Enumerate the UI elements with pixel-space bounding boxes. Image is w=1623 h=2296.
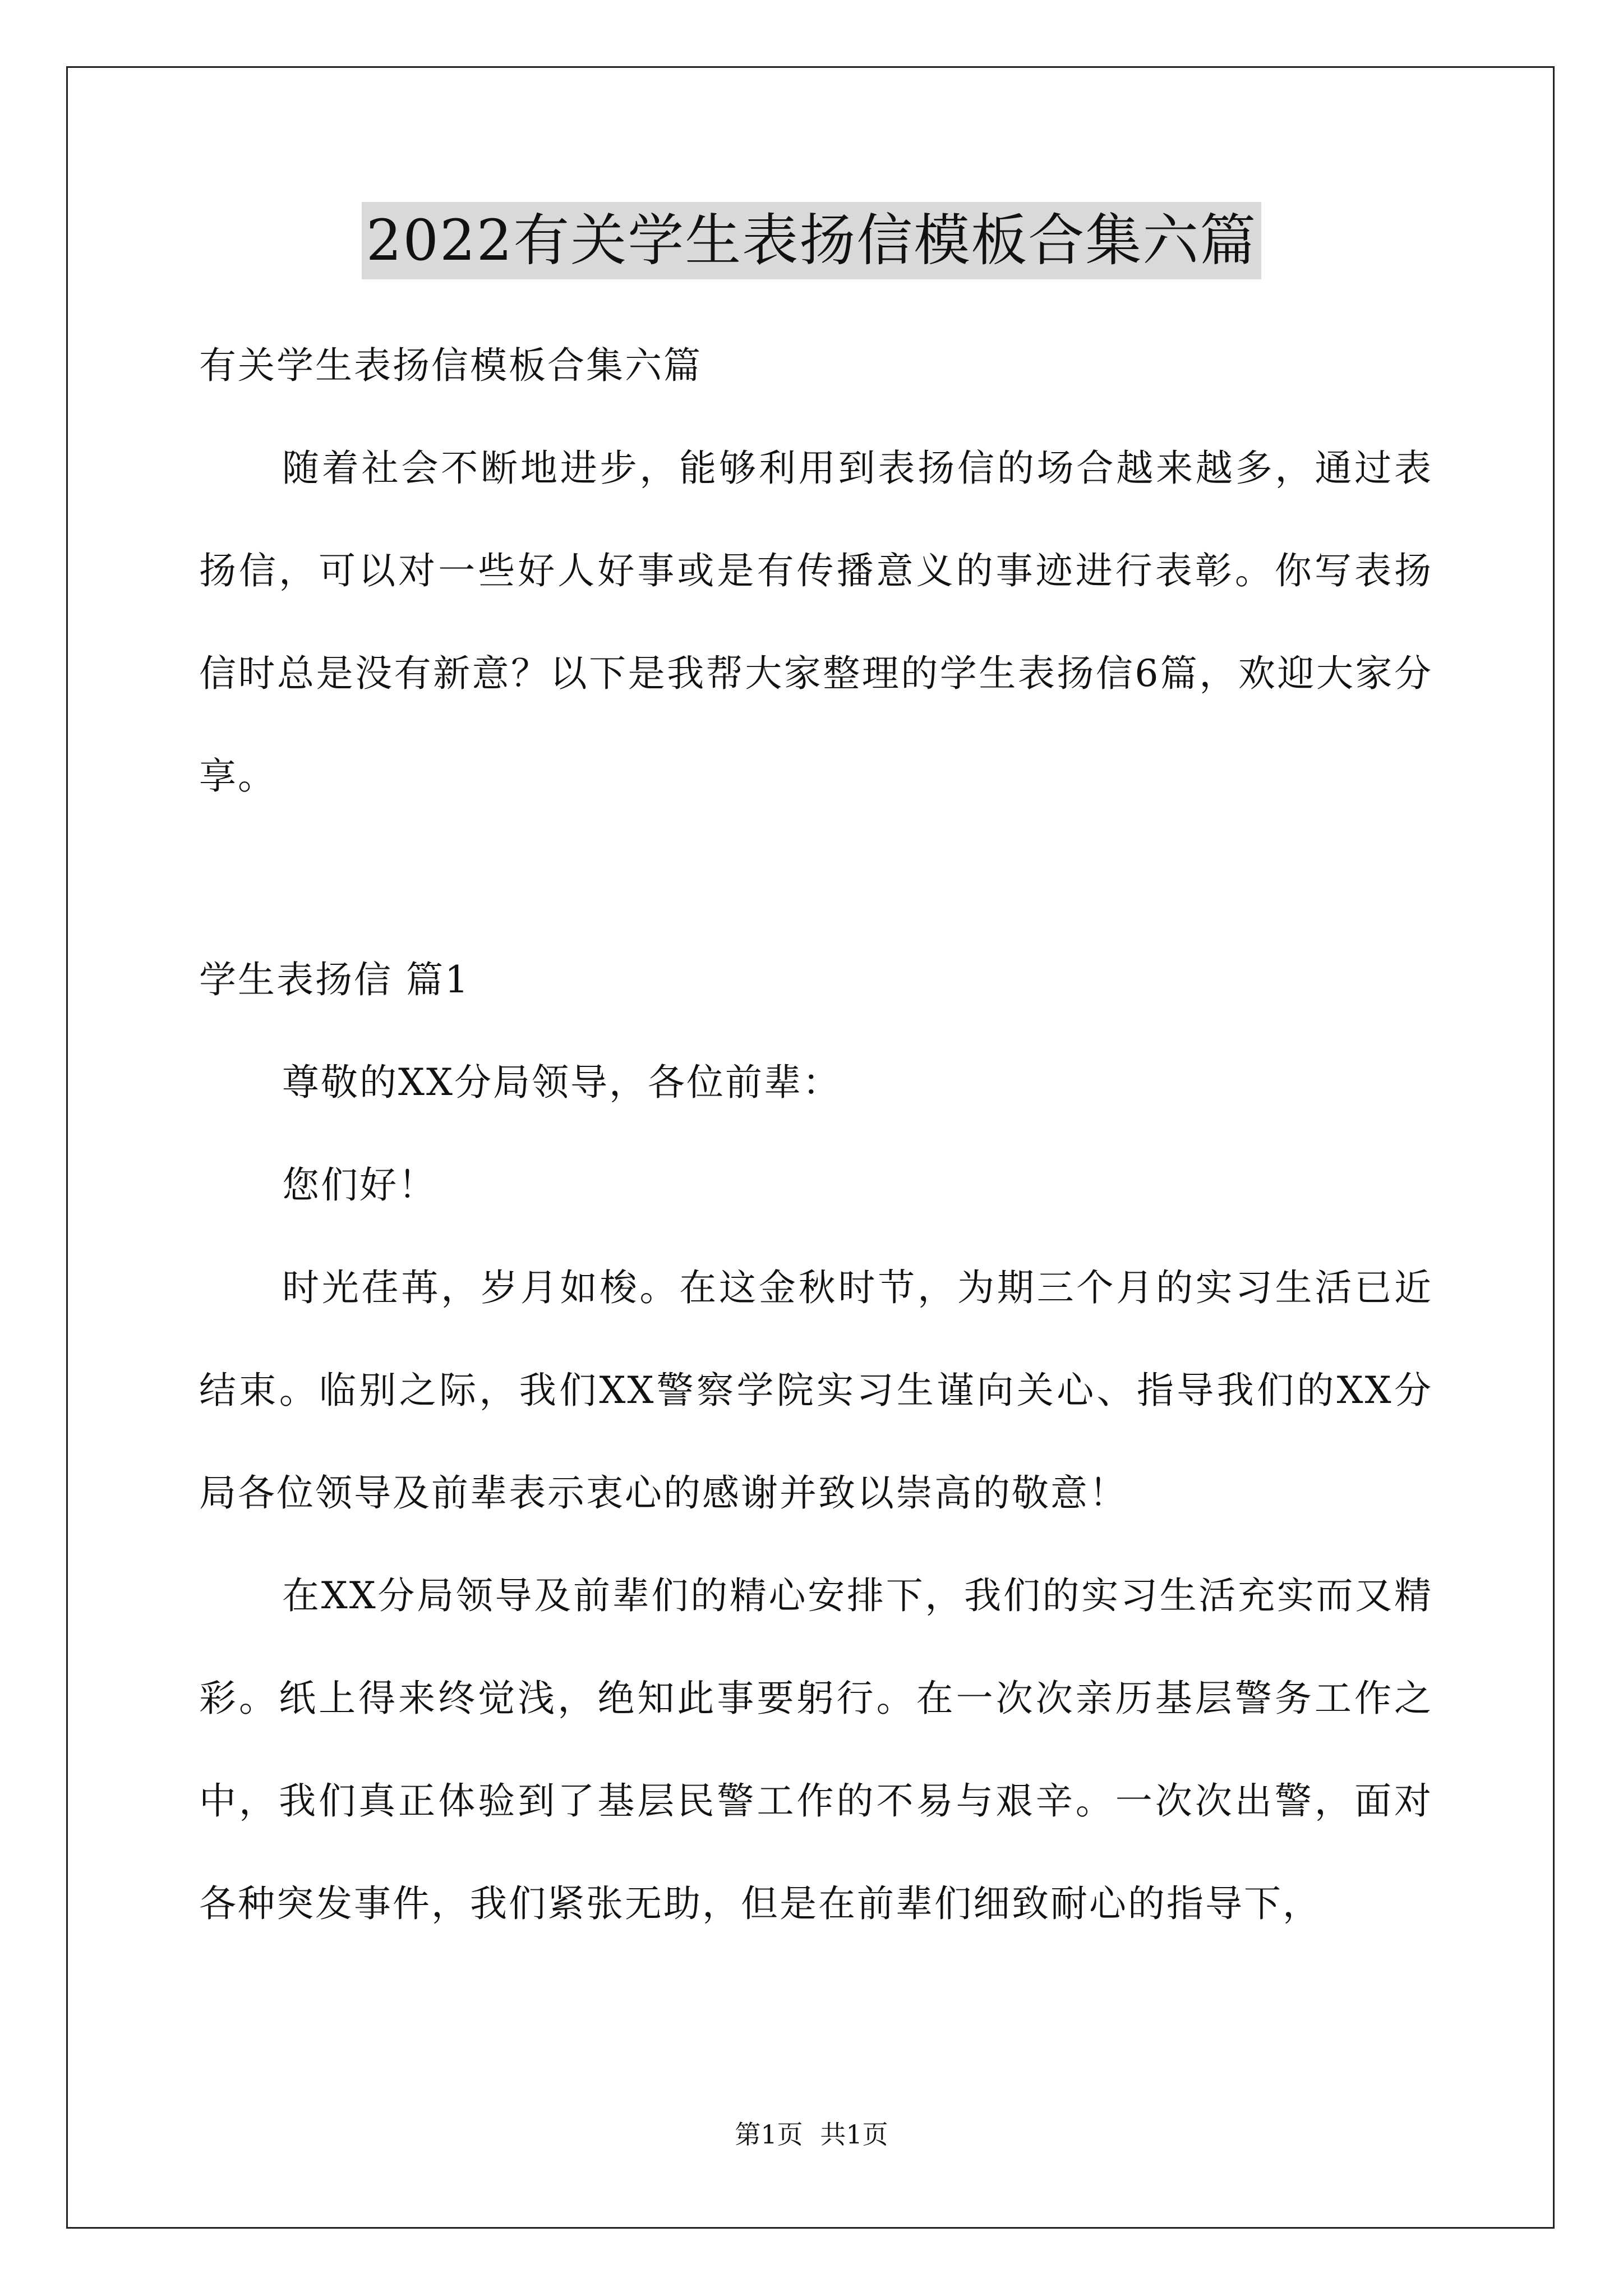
intro-paragraph: 随着社会不断地进步，能够利用到表扬信的场合越来越多，通过表扬信，可以对一些好人好事或是有传播意义的事迹进行表彰。你写表扬信时总是没有新意？以下是我帮大家整理的学生表扬信6篇，欢迎大家分享。 [199,447,1433,798]
title-container [0,202,1623,279]
subtitle-paragraph: 有关学生表扬信模板合集六篇 [199,344,702,387]
document-title: 2022有关学生表扬信模板合集六篇 [362,202,1262,279]
page-number-total: 共1页 [820,2119,888,2150]
salutation-paragraph: 尊敬的XX分局领导，各位前辈： [282,1061,841,1104]
body-paragraph: 时光荏苒，岁月如梭。在这金秋时节，为期三个月的实习生活已近结束。临别之际，我们XX警察学院实习生谨向关心、指导我们的XX分局各位领导及前辈表示衷心的感谢并致以崇高的敬意！ [199,1266,1433,1515]
document-body [199,314,1433,1955]
greeting-paragraph: 您们好！ [282,1163,437,1207]
body-paragraph: 在XX分局领导及前辈们的精心安排下，我们的实习生活充实而又精彩。纸上得来终觉浅，绝知此事要躬行。在一次次亲历基层警务工作之中，我们真正体验到了基层民警工作的不易与艰辛。一次次出警，面对各种突发事件，我们紧张无助，但是在前辈们细致耐心的指导下， [199,1574,1433,1925]
section-heading: 学生表扬信 篇1 [199,958,470,1001]
section-gap [199,827,1433,928]
page-footer [0,2118,1623,2151]
page-number-current: 第1页 [735,2119,803,2150]
